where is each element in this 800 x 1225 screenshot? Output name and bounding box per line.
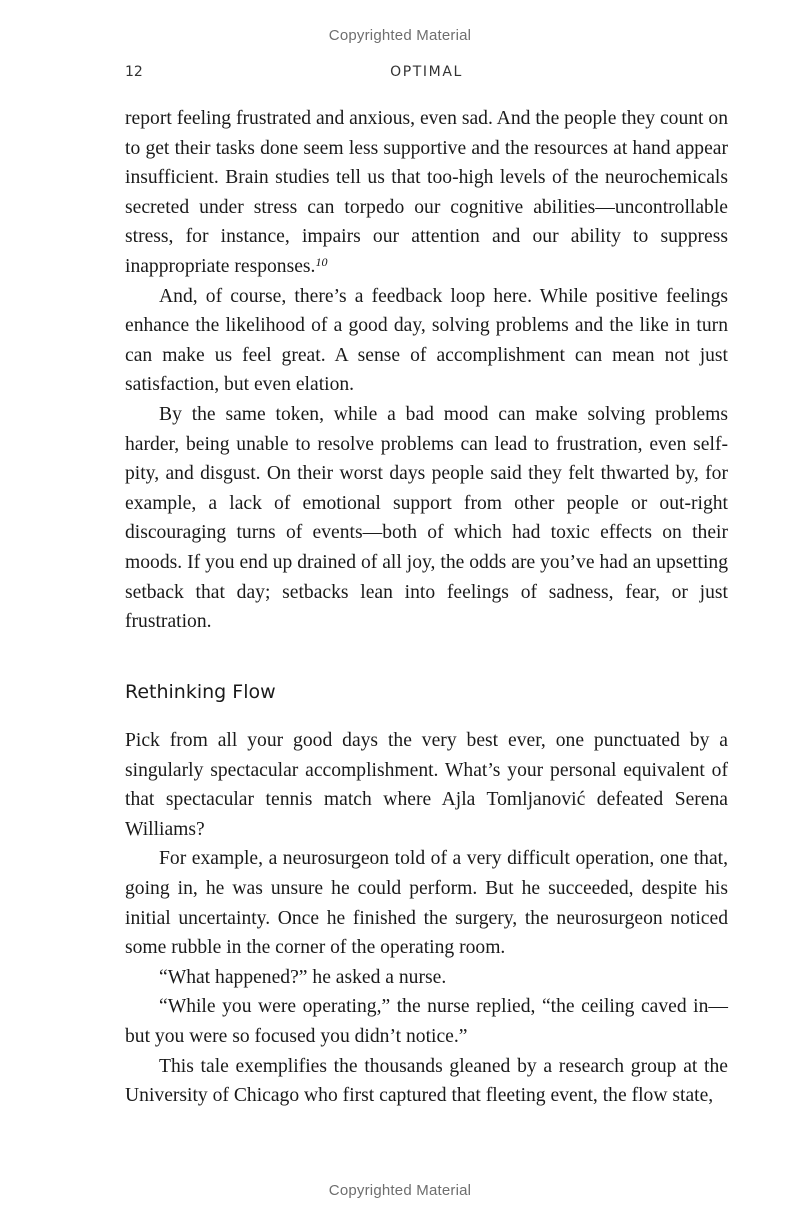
- body-text-after-heading: [125, 726, 728, 1111]
- running-head: [125, 64, 728, 84]
- paragraph: This tale exemplifies the thousands gleaned by a research group at the University of Chicago who first captured that fleeting event, the flow state,: [125, 1055, 728, 1107]
- paragraph-text: report feeling frustrated and anxious, even sad. And the people they count on to get their tasks done seem less supportive and the resources at hand appear insufficient. Brain studies tell us that too-high levels of the neurochemicals secreted under stress can torpedo our cognitive abilities—uncontrollable stress, for instance, impairs our attention and our ability to suppress inappropriate responses.: [125, 108, 728, 277]
- page-number: 12: [125, 64, 143, 80]
- copyright-watermark-bottom: Copyrighted Material: [328, 1182, 472, 1199]
- paragraph: “What happened?” he asked a nurse.: [159, 966, 447, 988]
- book-title: OPTIMAL: [390, 64, 463, 80]
- paragraph: [125, 104, 728, 282]
- section-heading: Rethinking Flow: [125, 681, 276, 703]
- endnote-reference: 10: [315, 254, 328, 269]
- paragraph: And, of course, there’s a feedback loop here. While positive feelings enhance the likelihood of a good day, solving problems and the like in turn can make us feel great. A sense of accomplishment can mean not just satisfaction, but even elation.: [125, 285, 728, 396]
- paragraph: For example, a neurosurgeon told of a very difficult operation, one that, going in, he was unsure he could perform. But he succeeded, despite his initial uncertainty. Once he finished the surgery, the neurosurgeon noticed some rubble in the corner of the operating room.: [125, 848, 728, 959]
- paragraph: By the same token, while a bad mood can make solving problems harder, being unable to resolve problems can lead to frustration, even self-pity, and disgust. On their worst days people said they felt thwarted by, for example, a lack of emotional support from other people or out-right discouraging turns of events—both of which had toxic effects on their moods. If you end up drained of all joy, the odds are you’ve had an upsetting setback that day; setbacks lean into feelings of sadness, fear, or just frustration.: [125, 403, 728, 633]
- paragraph: Pick from all your good days the very best ever, one punctuated by a singularly spectacular accomplishment. What’s your personal equivalent of that spectacular tennis match where Ajla Tomljanović defeated Serena Williams?: [125, 730, 728, 840]
- copyright-watermark-top: Copyrighted Material: [328, 27, 472, 44]
- body-text-before-heading: [125, 104, 728, 637]
- paragraph: “While you were operating,” the nurse replied, “the ceiling caved in—but you were so focused you didn’t notice.”: [125, 996, 728, 1047]
